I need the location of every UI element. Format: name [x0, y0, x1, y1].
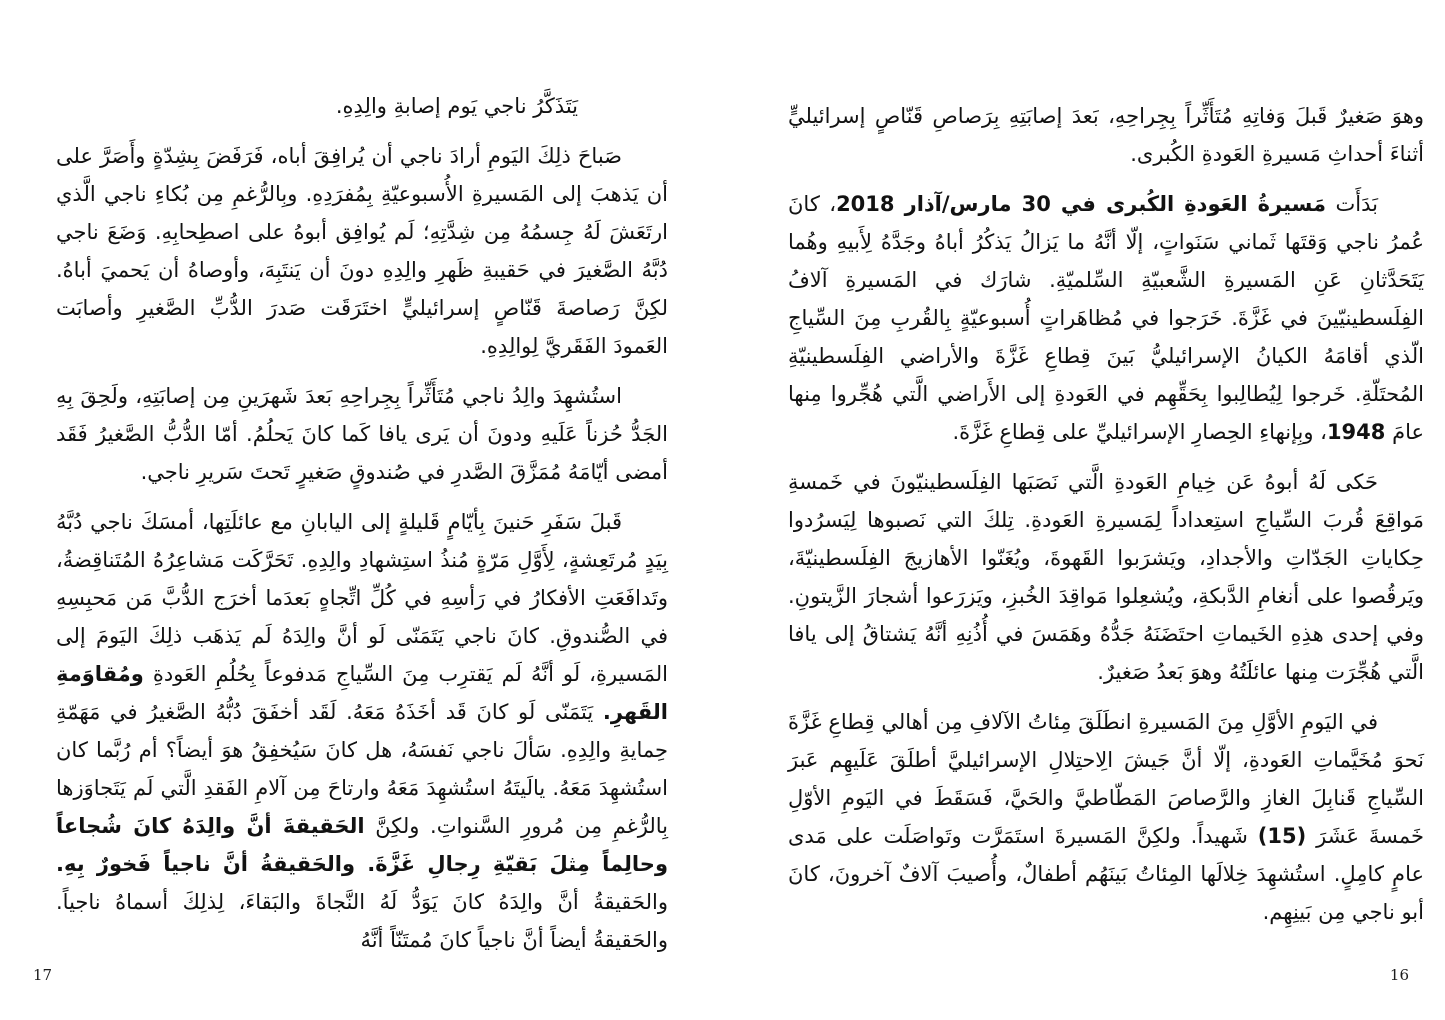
page-17	[0, 0, 722, 1020]
bold-text-run: الحَقيقةَ أنَّ والِدَهُ كانَ شُجاعاً وحالِماً مِثلَ بَقيّةِ رِجالِ غَزَّةَ. والحَقيقةُ أنَّ ناجياً فَخورٌ بِهِ.	[56, 814, 668, 876]
page-number-17: 17	[33, 966, 53, 984]
paragraph	[56, 137, 668, 365]
text-run: والحَقيقةُ أنَّ والِدَهُ كانَ يَوَدُّ لَهُ النَّجاةَ والبَقاءَ، لِذلِكَ أسماهُ ناجياً. والحَقيقةُ أيضاً أنَّ ناجياً كانَ مُمتَنّاً أنَّهُ	[56, 890, 668, 952]
paragraph	[56, 87, 668, 125]
paragraph	[788, 703, 1424, 931]
page-number-16: 16	[1389, 966, 1409, 984]
paragraph	[788, 463, 1424, 691]
text-run: قَبلَ سَفَرِ حَنينَ بِأيّامٍ قَليلةٍ إلى اليابانِ مع عائلَتِها، أمسَكَ ناجي دُبَّهُ بِيَدٍ مُرتَعِشةٍ، لِأَوَّلِ مَرّةٍ مُنذُ استِشهادِ والِدِهِ. تَحَرَّكَت مَشاعِرُهُ المُتَناقِضةُ، وتَدافَعَتِ الأفكارُ في رَأسِهِ في كُلِّ اتِّجاهٍ بَعدَما أخرَج الدُّبَّ مَن مَحبِسِهِ في الصُّندوقِ. كانَ ناجي يَتَمَنّى لَو أنَّ والِدَهُ لَم يَذهَب ذلِكَ اليَومَ إلى المَسيرةِ، لَو أنَّهُ لَم يَقترِب مِنَ السِّياجِ مَدفوعاً بِحُلُمِ العَودةِ	[56, 510, 668, 686]
text-run: ، كانَ عُمرُ ناجي وَقتَها ثَماني سَنَواتٍ، إلّا أنَّهُ ما يَزالُ يَذكُرُ أباهُ وجَدَّهُ لِأَبيهِ وهُما يَتَحَدَّثانِ عَنِ المَسيرةِ الشَّعبيّةِ السِّلميّةِ. شارَك في المَسيرةِ آلافُ الفِلَسطينيّينَ في غَزَّةَ. خَرَجوا في مُظاهَراتٍ أُسبوعيّةٍ بِالقُربِ مِنَ السِّياجِ الّذي أقامَهُ الكيانُ الإسرائيليُّ بَينَ قِطاعِ غَزَّةَ والأراضي الفِلَسطينيّةِ المُحتَلّةِ. خَرجوا لِيُطالِبوا بِحَقِّهِم في العَودةِ إلى الأَراضي الَّتي هُجِّروا مِنها عامَ	[788, 192, 1424, 444]
text-run: ، وبِإنهاءِ الحِصارِ الإسرائيليِّ على قِطاعِ غَزَّةَ.	[952, 420, 1327, 444]
text-run: بَدَأَت	[1326, 192, 1378, 216]
text-run: صَباحَ ذلِكَ اليَومِ أرادَ ناجي أن يُرافِقَ أباه، فَرَفَضَ بِشِدّةٍ وأَصَرَّ على أن يَذهبَ إلى المَسيرةِ الأُسبوعيّةِ بِمُفرَدِهِ. وبِالرُّغمِ مِن بُكاءِ ناجي الَّذي ارتَعَشَ لَهُ جِسمُهُ مِن شِدَّتِهِ؛ لَم يُوافِق أبوهُ على اصطِحابِهِ. وَضَعَ ناجي دُبَّهُ الصَّغيرَ في حَقيبةِ ظَهرِ والِدِهِ دونَ أن يَنتَبِهَ، وأوصاهُ أن يَحميَ أباهُ. لكِنَّ رَصاصةَ قَنّاصٍ إسرائيليٍّ اختَرَقَت صَدرَ الدُّبِّ الصَّغيرِ وأصابَت العَمودَ الفَقَريَّ لِوالِدِهِ.	[56, 144, 668, 358]
paragraph	[788, 97, 1424, 173]
page-17-text	[56, 87, 668, 959]
paragraph	[788, 185, 1424, 451]
text-run: شَهيداً. ولكِنَّ المَسيرةَ استَمَرَّت وتَواصَلَت على مَدى عامٍ كامِلٍ. استُشهِدَ خِلالَها المِئاتُ بَينَهُم أطفالٌ، وأُصيبَ آلافٌ آخرونَ، كانَ أبو ناجي مِن بَينِهِم.	[788, 824, 1424, 924]
bold-text-run: 1948	[1326, 420, 1386, 444]
bold-text-run: ومُقاوَمةِ القَهرِ.	[56, 662, 668, 724]
bold-text-run: (15)	[1257, 824, 1307, 848]
text-run: حَكى لَهُ أبوهُ عَن خِيامِ العَودةِ الَّتي نَصَبَها الفِلَسطينيّونَ في خَمسةِ مَواقِعَ قُربَ السِّياجِ استِعداداً لِمَسيرةِ العَودةِ. تِلكَ التي نَصبوها لِيَسرُدوا حِكاياتِ الجَدّاتِ والأجدادِ، ويَشرَبوا القَهوةَ، ويُغَنّوا الأهازيجَ الفِلَسطينيّةَ، ويَرقُصوا على أنغامِ الدَّبكةِ، ويُشعِلوا مَواقِدَ الخُبزِ، ويَزرَعوا أشجارَ الزَّيتونِ. وفي إحدى هذِهِ الخَيماتِ احتَضَنَهُ جَدُّهُ وهَمَسَ في أُذُنِهِ أنَّهُ يَشتاقُ إلى يافا الَّتي هُجِّرَت مِنها عائلَتُهُ وهوَ بَعدُ صَغيرٌ.	[788, 470, 1424, 684]
bold-text-run: مَسيرةُ العَودةِ الكُبرى في 30 مارس/آذار 2018	[836, 192, 1327, 216]
paragraph	[56, 503, 668, 959]
text-run: يَتَمَنّى لَو كانَ قَد أخَذَهُ مَعَهُ. لَقَد أخفَقَ دُبُّهُ الصَّغيرُ في مَهَمّةِ حِمايةِ والِدِهِ. سَألَ ناجي نَفسَهُ، هل كانَ سَيُخفِقُ هوَ أيضاً؟ أم رُبَّما كان استُشهِدَ مَعَهُ. يالَيتَهُ استُشهِدَ مَعَهُ وارتاحَ مِن آلامِ الفَقدِ الَّتي لَم يَتَجاوَزها بِالرُّغمِ مِن مُرورِ السَّنواتِ. ولكِنَّ	[56, 700, 668, 838]
page-16-text	[788, 97, 1424, 931]
text-run: وهوَ صَغيرٌ قَبلَ وَفاتِهِ مُتَأَثِّراً بِجِراحِهِ، بَعدَ إصابَتِهِ بِرَصاصِ قَنّاصٍ إسرائيليٍّ أثناءَ أحداثِ مَسيرةِ العَودةِ الكُبرى.	[788, 104, 1424, 166]
paragraph	[56, 377, 668, 491]
text-run: استُشهِدَ والِدُ ناجي مُتَأَثِّراً بِجِراحِهِ بَعدَ شَهرَينِ مِن إصابَتِهِ، ولَحِقَ بِهِ الجَدُّ حُزناً عَلَيهِ ودونَ أن يَرى يافا كَما كانَ يَحلُمُ. أمّا الدُّبُّ الصَّغيرُ فَقَد أمضى أيّامَهُ مُمَزَّقَ الصَّدرِ في صُندوقٍ صَغيرٍ تَحتَ سَريرِ ناجي.	[56, 384, 668, 484]
text-run: يَتَذَكَّرُ ناجي يَوم إصابةِ والِدِهِ.	[335, 94, 578, 118]
text-run: في اليَومِ الأوَّلِ مِنَ المَسيرةِ انطَلَقَ مِئاتُ الآلافِ مِن أهالي قِطاعِ غَزَّةَ نَحوَ مُخَيَّماتِ العَودةِ، إلّا أنَّ جَيشَ الِاحتِلالِ الإسرائيليَّ أطلَقَ عَلَيهِم عَبرَ السِّياجِ قَنابِلَ الغازِ والرَّصاصَ المَطّاطيَّ والحَيَّ، فَسَقَطَ في اليَومِ الأوّلِ خَمسةَ عَشَرَ	[788, 710, 1424, 848]
page-16	[722, 0, 1445, 1020]
